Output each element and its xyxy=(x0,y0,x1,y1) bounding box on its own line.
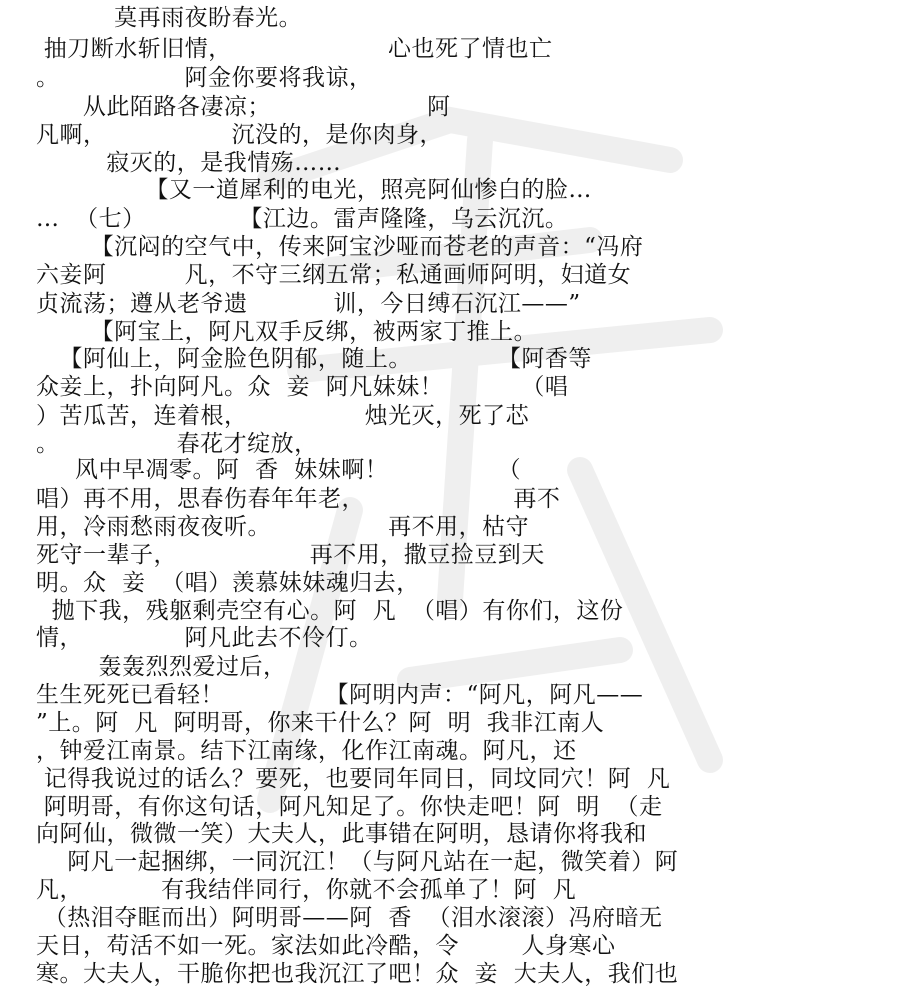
text-line: 用，冷雨愁雨夜夜听。 再不用，枯守 xyxy=(36,514,530,540)
text-line: 抛下我，残躯剩壳空有心。阿 凡 （唱）有你们，这份 xyxy=(36,598,624,624)
text-line: 寒。大夫人，干脆你把也我沉江了吧！众 妾 大夫人，我们也 xyxy=(36,961,679,987)
text-line: 。 春花才绽放， xyxy=(36,431,318,457)
text-line: 死守一辈子， 再不用，撒豆捡豆到天 xyxy=(36,542,545,568)
text-line: 生生死死已看轻！ 【阿明内声：“阿凡，阿凡—— xyxy=(36,682,644,708)
text-line: ，钟爱江南景。结下江南缘，化作江南魂。阿凡，还 xyxy=(36,738,577,764)
text-line: 莫再雨夜盼春光。 xyxy=(36,5,303,31)
text-line: 明。众 妾 （唱）羡慕妹妹魂归去， xyxy=(36,570,420,596)
text-line: 唱）再不用，思春伤春年年老， 再不 xyxy=(36,486,561,512)
text-line: 贞流荡；遵从老爷遗 训，今日缚石沉江——” xyxy=(36,291,581,317)
text-line: 阿凡一起捆绑，一同沉江！（与阿凡站在一起，微笑着）阿 xyxy=(36,849,679,875)
text-line: ）苦瓜苦，连着根， 烛光灭，死了芯 xyxy=(36,403,530,429)
text-line: 阿明哥，有你这句话，阿凡知足了。你快走吧！阿 明 （走 xyxy=(36,794,663,820)
text-line: 凡啊， 沉没的，是你肉身， xyxy=(36,122,443,148)
text-line: 抽刀断水斩旧情， 心也死了情也亡 xyxy=(36,36,553,62)
text-line: 寂灭的，是我情殇…… xyxy=(36,150,342,176)
text-line: 【阿宝上，阿凡双手反绑，被两家丁推上。 xyxy=(36,319,538,345)
text-line: 记得我说过的话么？要死，也要同年同日，同坟同穴！阿 凡 xyxy=(36,766,671,792)
text-line: 风中早凋零。阿 香 妹妹啊！ （ xyxy=(36,457,522,483)
text-line: … （七） 【江边。雷声隆隆，乌云沉沉。 xyxy=(36,206,569,232)
text-line: 轰轰烈烈爱过后， xyxy=(36,654,287,680)
text-line: 凡， 有我结伴同行，你就不会孤单了！阿 凡 xyxy=(36,877,577,903)
text-line: 情， 阿凡此去不伶仃。 xyxy=(36,625,373,651)
text-line: 从此陌路各凄凉； 阿 xyxy=(36,94,451,120)
text-line: ”上。阿 凡 阿明哥，你来干什么？阿 明 我非江南人 xyxy=(36,710,605,736)
text-line: （热泪夺眶而出）阿明哥——阿 香 （泪水滚滚）冯府暗无 xyxy=(36,905,663,931)
text-line: 【又一道犀利的电光，照亮阿仙惨白的脸… xyxy=(36,177,592,203)
text-line: 六妾阿 凡，不守三纲五常；私通画师阿明，妇道女 xyxy=(36,262,632,288)
text-line: 【阿仙上，阿金脸色阴郁，随上。 【阿香等 xyxy=(36,346,592,372)
text-line: 众妾上，扑向阿凡。众 妾 阿凡妹妹！ （唱 xyxy=(36,374,569,400)
text-line: 天日，苟活不如一死。家法如此冷酷，令 人身寒心 xyxy=(36,933,616,959)
text-line: 向阿仙，微微一笑）大夫人，此事错在阿明，恳请你将我和 xyxy=(36,821,647,847)
text-line: 。 阿金你要将我谅， xyxy=(36,65,373,91)
text-line: 【沉闷的空气中，传来阿宝沙哑而苍老的声音：“冯府 xyxy=(36,234,644,260)
